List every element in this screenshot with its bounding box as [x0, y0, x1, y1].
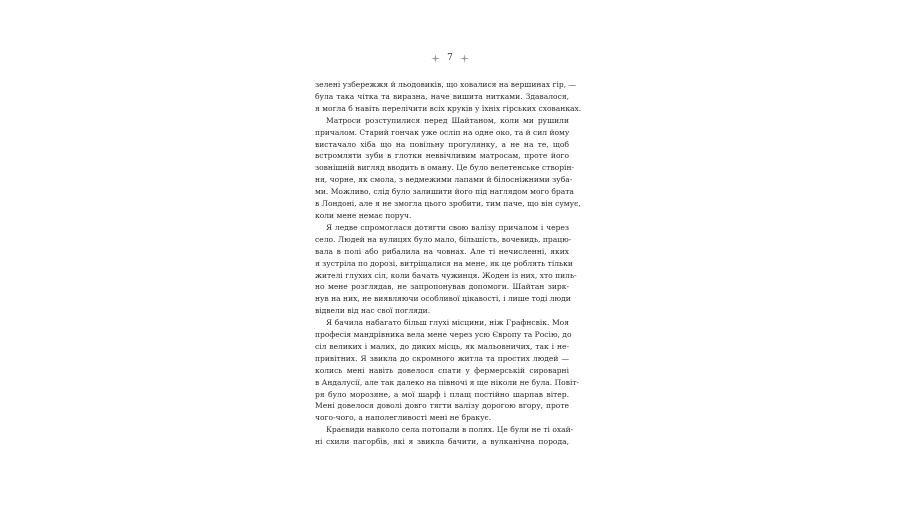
text-line: відвели від нас свої погляди.	[315, 306, 431, 316]
text-line: ні схили пагорбів, які я звикла бачити, а вулканічна порода,	[315, 437, 569, 447]
text-line: ми. Можливо, слід було залишити його під наглядом мого брата	[315, 187, 574, 197]
text-line: зелені узбережжя й льодовиків, що ховалися на вершинах гір, —	[315, 80, 577, 89]
text-line: Я бачила набагато більш глухі місцини, ніж Графнсвік. Моя	[326, 318, 569, 328]
text-line: ря було морозяне, а мої шарф і плащ постійно шарпав вітер.	[315, 389, 569, 399]
text-line: чого-чого, а наполегливості мені не бракує.	[315, 413, 492, 423]
text-line: вала в полі або рибалила на човнах. Але ті нечисленні, яких	[315, 246, 569, 256]
cross-ornament-left-icon	[431, 54, 440, 63]
text-line: я зустріла по дорозі, витріщалися на мене, як це роблять тільки	[315, 258, 573, 268]
text-line: село. Людей на вулицях було мало, більшість, вочевидь, працю-	[315, 234, 572, 244]
paragraph	[315, 115, 581, 222]
text-line: вистачало хіба що на повільну прогулянку, а не на те, щоб	[315, 139, 569, 149]
text-line: Мені довелося доволі довго тягти валізу дорогою вгору, проте	[315, 401, 569, 411]
text-line: коли мене немає поруч.	[315, 210, 412, 220]
page-header	[0, 51, 900, 65]
text-line: сіл великих і малих, до диких місць, як мальовничих, так і не-	[315, 341, 569, 351]
text-line: Матроси розступилися перед Шайтаном, коли ми рушили	[326, 115, 569, 125]
paragraph	[315, 424, 574, 448]
cross-ornament-right-icon	[460, 54, 469, 63]
text-line: в Андалусії, але так далеко на півночі я ще ніколи не була. Повіт-	[315, 377, 580, 387]
text-line: я могла б навіть перелічити всіх круків у їхніх гірських схованках.	[315, 103, 582, 113]
text-line: професія мандрівника вела мене через усю Європу та Росію, до	[315, 330, 572, 340]
paragraph	[315, 222, 577, 317]
text-line: колись мені навіть довелося спати у фермерській сироварні	[315, 365, 569, 375]
page-number: 7	[447, 53, 453, 63]
text-line: Я ледве спромоглася дотягти свою валізу причалом і через	[326, 222, 569, 232]
text-line: привітних. Я звикла до скромного житла та простих людей —	[315, 353, 569, 363]
text-line: жителі глухих сіл, коли бачать чужинця. Жоден із них, хто пиль-	[315, 270, 577, 280]
text-line: ня, чорне, як смола, з ведмежими лапами й білосніжними зуба-	[315, 175, 573, 185]
text-line: но мене розглядав, не запропонував допомоги. Шайтан зирк-	[315, 282, 569, 292]
text-line: причалом. Старий гончак уже осліп на одне око, та й сил йому	[315, 127, 570, 137]
text-line: була така чітка та виразна, наче вишита нитками. Здавалося,	[315, 91, 569, 101]
text-line: в Лондоні, але я не змогла цього зробити, тим паче, що він сумує,	[315, 199, 581, 209]
text-line: нув на них, не виявляючи особливої цікавості, і лише тоді люди	[315, 294, 571, 304]
body-text	[315, 79, 582, 448]
paragraph	[315, 317, 580, 424]
text-line: встромляти зуби в глотки неввічливим матросам, проте його	[315, 151, 569, 161]
text-line: Краєвиди навколо села потопали в полях. Це були не ті охай-	[326, 425, 574, 435]
paragraph	[315, 79, 582, 115]
text-line: зовнішній вигляд вводить в оману. Це було велетенське створін-	[315, 163, 575, 173]
